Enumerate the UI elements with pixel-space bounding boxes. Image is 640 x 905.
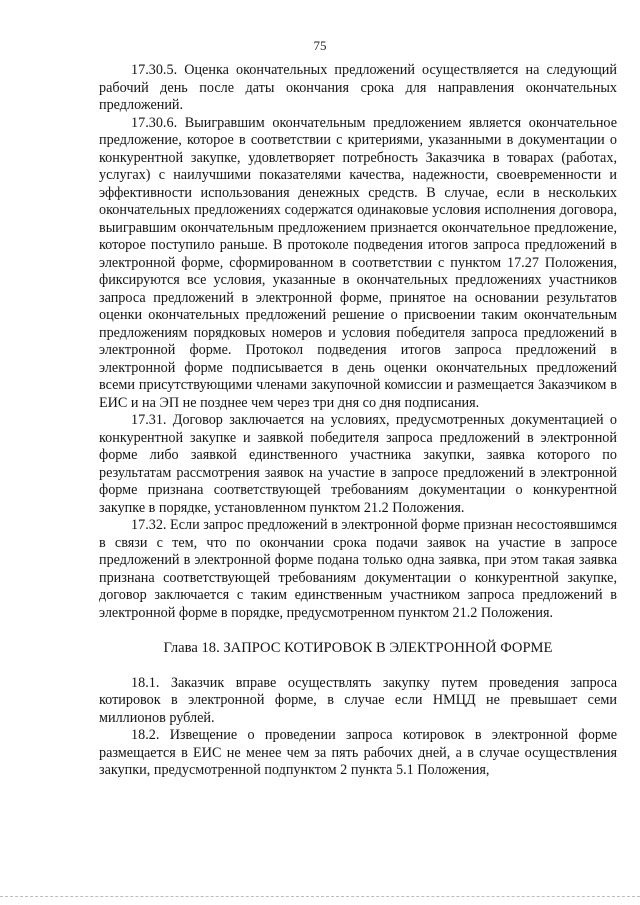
paragraph-17-30-5: 17.30.5. Оценка окончательных предложений осуществляется на следующий рабочий день после даты окончания срока для направления окончательных предложений. bbox=[99, 62, 617, 113]
paragraph-18-2: 18.2. Извещение о проведении запроса котировок в электронной форме размещается в ЕИС не менее чем за пять рабочих дней, а в случае осуществления закупки, предусмотренной подпунктом 2 пункта 5.1 Положения, bbox=[99, 727, 617, 778]
page-number: 75 bbox=[313, 38, 327, 53]
paragraph-18-1: 18.1. Заказчик вправе осуществлять закупку путем проведения запроса котировок в электронной форме, в случае если НМЦД не превышает семи миллионов рублей. bbox=[99, 674, 617, 726]
scan-edge-rule bbox=[0, 896, 640, 897]
document-body bbox=[99, 62, 617, 780]
paragraph-17-31: 17.31. Договор заключается на условиях, предусмотренных документацией о конкурентной закупке и заявкой победителя запроса предложений в электронной форме либо заявкой единственного участника закупки, заявка которого по результатам рассмотрения заявок на участие в запросе предложений в электронной форме признана соответствующей требованиям документации о конкурентной закупке в порядке, установленном пунктом 21.2 Положения. bbox=[99, 412, 617, 516]
chapter-heading: Глава 18. ЗАПРОС КОТИРОВОК В ЭЛЕКТРОННОЙ ФОРМЕ bbox=[163, 640, 553, 656]
paragraph-17-32: 17.32. Если запрос предложений в электронной форме признан несостоявшимся в связи с тем, что по окончании срока подачи заявок на участие в запросе предложений в электронной форме подана только одна заявка, при этом такая заявка признана соответствующей требованиям документации о конкурентной закупке, договор заключается с таким единственным участником запроса предложений в электронной форме в порядке, предусмотренном пунктом 21.2 Положения. bbox=[99, 517, 617, 621]
paragraph-17-30-6: 17.30.6. Выигравшим окончательным предложением является окончательное предложение, которое в соответствии с критериями, указанными в документации о конкурентной закупке, удовлетворяет потребность Заказчика в товарах (работах, услугах) с наилучшими показателями качества, надежности, своевременности и эффективности использования денежных средств. В случае, если в нескольких окончательных предложениях содержатся одинаковые условия исполнения договора, выигравшим окончательным предложением признается окончательное предложение, которое поступило раньше. В протоколе подведения итогов запроса предложений в электронной форме, сформированном в соответствии с пунктом 17.27 Положения, фиксируются все условия, указанные в окончательных предложениях участников запроса предложений в электронной форме, принятое на основании результатов оценки окончательных предложений решение о присвоении таким окончательным предложениям порядковых номеров и условия победителя запроса предложений в электронной форме. Протокол подведения итогов запроса предложений в электронной форме подписывается в день оценки окончательных предложений всеми присутствующими членами закупочной комиссии и размещается Заказчиком в ЕИС и на ЭП не позднее чем через три дня со дня подписания. bbox=[99, 114, 617, 411]
